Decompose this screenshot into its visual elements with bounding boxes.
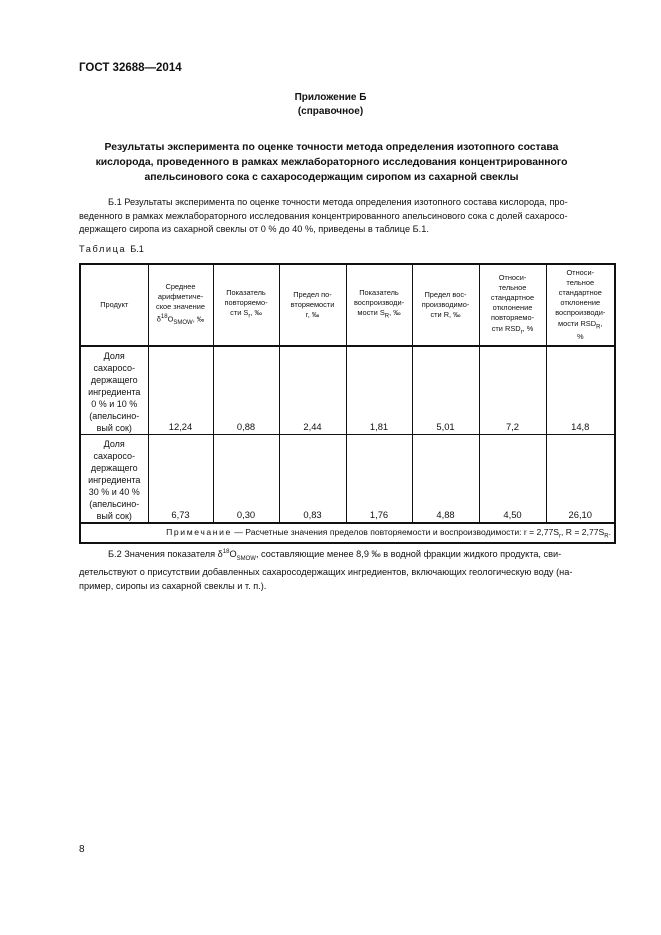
value-cell: 1,76: [346, 435, 412, 524]
table-caption-word: Таблица: [79, 244, 127, 254]
value-cell: 6,73: [148, 435, 213, 524]
title-line: апельсинового сока с сахаросодержащим сиропом из сахарной свеклы: [144, 172, 519, 183]
header-product: Продукт: [80, 264, 148, 346]
table-caption: [79, 244, 144, 254]
paragraph-line: детельствуют о присутствии добавленных сахаросодержащих ингредиентов, включающих геологическую воду (на-: [79, 567, 573, 578]
table-caption-number: Б.1: [130, 244, 144, 254]
value-cell: 4,50: [479, 435, 546, 524]
document-code: ГОСТ 32688—2014: [79, 62, 182, 74]
table-header-row: [80, 264, 615, 346]
paragraph-line: Б.2 Значения показателя $\delta^{18}O_{SMOW}$, составляющие менее 8,9 ‰ в водной фракции жидкого продукта, сви-: [108, 549, 562, 562]
header-r: Предел по- вторяемости r, ‰: [279, 264, 346, 346]
page-number: 8: [79, 844, 85, 855]
table-note-row: [80, 523, 615, 543]
paragraph-line: веденного в рамках межлабораторного исследования концентрированного апельсинового сока с долей сахаросо-: [79, 210, 568, 221]
table-row: [80, 346, 615, 435]
header-mean: Среднее арифметиче- ское значение $\delta^{18}O_{SMOW}$, ‰: [148, 264, 213, 346]
value-cell: 5,01: [412, 346, 479, 435]
value-cell: 7,2: [479, 346, 546, 435]
header-R: Предел вос- производимо- сти R, ‰: [412, 264, 479, 346]
annex-title: Приложение Б: [294, 92, 367, 103]
value-cell: 4,88: [412, 435, 479, 524]
header-sR: Показатель воспроизводи- мости $S_R$, ‰: [346, 264, 412, 346]
paragraph-line: Б.1 Результаты эксперимента по оценке точности метода определения изотопного состава кислорода, про-: [108, 197, 568, 207]
section-title: [79, 140, 584, 185]
note-label: Примечание: [166, 526, 232, 537]
annex-heading: [0, 91, 661, 119]
value-cell: 0,30: [213, 435, 279, 524]
value-cell: 26,10: [546, 435, 615, 524]
title-line: Результаты эксперимента по оценке точности метода определения изотопного состава: [104, 142, 559, 153]
title-line: кислорода, проведенного в рамках межлабораторного исследования концентрированного: [95, 157, 568, 168]
value-cell: 0,88: [213, 346, 279, 435]
paragraph-b1: [79, 196, 614, 237]
header-rsdR: Относи- тельное стандартное отклонение воспроизводи- мости $RSD_R$, %: [546, 264, 615, 346]
header-rsdr: Относи- тельное стандартное отклонение повторяемо- сти $RSD_r$, %: [479, 264, 546, 346]
annex-subtitle: (справочное): [297, 106, 364, 117]
header-sr: Показатель повторяемо- сти $S_r$, ‰: [213, 264, 279, 346]
paragraph-line: пример, сиропы из сахарной свеклы и т. п.).: [79, 580, 267, 591]
results-table: [79, 263, 616, 544]
value-cell: 1,81: [346, 346, 412, 435]
paragraph-b2: [79, 546, 614, 593]
value-cell: 14,8: [546, 346, 615, 435]
product-cell: Доля сахаросо- держащего ингредиента 0 % и 10 % (апельсино- вый сок): [80, 346, 148, 435]
product-cell: Доля сахаросо- держащего ингредиента 30 % и 40 % (апельсино- вый сок): [80, 435, 148, 524]
table-row: [80, 435, 615, 524]
paragraph-line: держащего сиропа из сахарной свеклы от 0 % до 40 %, приведены в таблице Б.1.: [79, 224, 429, 234]
value-cell: 12,24: [148, 346, 213, 435]
table-note: Примечание — Расчетные значения пределов повторяемости и воспроизводимости: $r = 2,77S_r$, $R = 2,77S_R$.: [80, 523, 615, 543]
value-cell: 2,44: [279, 346, 346, 435]
value-cell: 0,83: [279, 435, 346, 524]
